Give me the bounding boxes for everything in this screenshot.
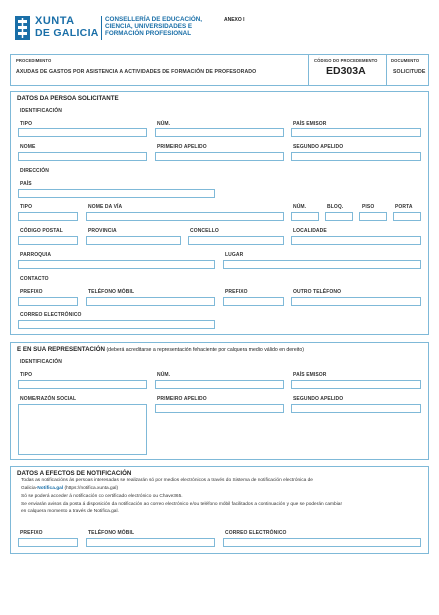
provincia-label: PROVINCIA <box>88 228 117 234</box>
rep-segundo-apelido-label: SEGUNDO APELIDO <box>293 396 344 402</box>
prefixo2-label: PREFIXO <box>225 289 248 295</box>
pais-emisor-field[interactable] <box>291 128 421 137</box>
pais-field[interactable] <box>18 189 215 198</box>
notification-line4: Se enviarán avisos da posta á disposición da notificación ao correo electrónico e/ou teléfono móbil facilitados a continuación y que se poderán cambiar <box>21 502 343 507</box>
notif-correo-label: CORREO ELECTRÓNICO <box>225 530 287 536</box>
localidade-field[interactable] <box>291 236 421 245</box>
notif-prefixo-label: PREFIXO <box>20 530 43 536</box>
codigo-postal-field[interactable] <box>18 236 78 245</box>
notification-line3: Só se poderá acceder á notificación co certificado electrónico ou Chave365. <box>21 494 183 499</box>
num-via-field[interactable] <box>291 212 319 221</box>
procedure-text: AXUDAS DE GASTOS POR ASISTENCIA A ACTIVIDADES DE FORMACIÓN DE PROFESORADO <box>16 69 257 75</box>
primeiro-apelido-label: PRIMEIRO APELIDO <box>157 144 207 150</box>
pais-label: PAÍS <box>20 181 32 187</box>
logo-line2: DE GALICIA <box>35 27 99 39</box>
porta-field[interactable] <box>393 212 421 221</box>
bloq-label: BLOQ. <box>327 204 344 210</box>
pais-emisor-label: PAÍS EMISOR <box>293 121 327 127</box>
procedure-code-label: CÓDIGO DO PROCEDEMENTO <box>314 58 378 63</box>
header-divider <box>101 16 102 40</box>
procedure-code: ED303A <box>326 65 366 77</box>
rep-tipo-label: TIPO <box>20 372 33 378</box>
segundo-apelido-field[interactable] <box>291 152 421 161</box>
num-label: NÚM. <box>157 121 171 127</box>
notification-line2: Galicia-Notifica.gal (https://notifica.xunta.gal) <box>21 486 119 491</box>
notif-correo-field[interactable] <box>223 538 421 547</box>
lugar-field[interactable] <box>223 260 421 269</box>
representative-note: (deberá acreditarse a representación fehaciente por calquera medio válido en dereito) <box>105 347 304 353</box>
piso-label: PISO <box>362 204 375 210</box>
telefono-movil-label: TELÉFONO MÓBIL <box>88 289 135 295</box>
tipo-field[interactable] <box>18 128 147 137</box>
xunta-logo <box>14 14 102 42</box>
document-label: DOCUMENTO <box>391 58 420 63</box>
xunta-emblem-icon <box>14 16 31 40</box>
segundo-apelido-label: SEGUNDO APELIDO <box>293 144 344 150</box>
notification-title: DATOS A EFECTOS DE NOTIFICACIÓN <box>17 470 132 477</box>
primeiro-apelido-field[interactable] <box>155 152 284 161</box>
notification-line1: Todas as notificacións ás persoas interesadas se realizarán só por medios electrónicos a través do Sistema de notificación electrónica de <box>21 478 313 483</box>
num-via-label: NÚM. <box>293 204 307 210</box>
parroquia-label: PARROQUIA <box>20 252 52 258</box>
rep-segundo-apelido-field[interactable] <box>291 404 421 413</box>
notif-telefono-field[interactable] <box>86 538 215 547</box>
provincia-field[interactable] <box>86 236 181 245</box>
identification-label: IDENTIFICACIÓN <box>20 108 62 114</box>
correo-field[interactable] <box>18 320 215 329</box>
rep-primeiro-apelido-field[interactable] <box>155 404 284 413</box>
tipo-via-label: TIPO <box>20 204 33 210</box>
rep-pais-emisor-label: PAÍS EMISOR <box>293 372 327 378</box>
num-field[interactable] <box>155 128 284 137</box>
rep-pais-emisor-field[interactable] <box>291 380 421 389</box>
codigo-postal-label: CÓDIGO POSTAL <box>20 228 63 234</box>
rep-identification-label: IDENTIFICACIÓN <box>20 359 62 365</box>
rep-num-label: NÚM. <box>157 372 171 378</box>
outro-telefono-label: OUTRO TELÉFONO <box>293 289 342 295</box>
outro-telefono-field[interactable] <box>291 297 421 306</box>
piso-field[interactable] <box>359 212 387 221</box>
localidade-label: LOCALIDADE <box>293 228 327 234</box>
direccion-label: DIRECCIÓN <box>20 168 49 174</box>
rep-nome-razon-label: NOME/RAZÓN SOCIAL <box>20 396 77 402</box>
representative-title: E EN SUA REPRESENTACIÓN (deberá acreditarse a representación fehaciente por calquera medio válido en dereito) <box>17 346 304 353</box>
nome-via-field[interactable] <box>86 212 284 221</box>
document-value: SOLICITUDE <box>393 69 426 75</box>
rep-tipo-field[interactable] <box>18 380 147 389</box>
correo-label: CORREO ELECTRÓNICO <box>20 312 82 318</box>
applicant-title: DATOS DA PERSOA SOLICITANTE <box>17 95 119 102</box>
nome-field[interactable] <box>18 152 147 161</box>
logo-line1: XUNTA <box>35 15 75 27</box>
notification-line5: en calquera momento a través de Notifica.gal. <box>21 509 119 514</box>
bloq-field[interactable] <box>325 212 353 221</box>
annex-label: ANEXO I <box>224 17 245 23</box>
concello-label: CONCELLO <box>190 228 219 234</box>
notif-telefono-label: TELÉFONO MÓBIL <box>88 530 135 536</box>
lugar-label: LUGAR <box>225 252 244 258</box>
rep-nome-razon-field[interactable] <box>18 404 147 455</box>
nome-via-label: NOME DA VÍA <box>88 204 123 210</box>
department-name: CONSELLERÍA DE EDUCACIÓN, CIENCIA, UNIVERSIDADES E FORMACIÓN PROFESIONAL <box>105 16 203 37</box>
porta-label: PORTA <box>395 204 413 210</box>
prefixo2-field[interactable] <box>223 297 284 306</box>
concello-field[interactable] <box>188 236 284 245</box>
prefixo-field[interactable] <box>18 297 78 306</box>
tipo-via-field[interactable] <box>18 212 78 221</box>
contacto-label: CONTACTO <box>20 276 49 282</box>
rep-num-field[interactable] <box>155 380 284 389</box>
notifica-link[interactable]: Notifica.gal <box>37 486 64 491</box>
telefono-movil-field[interactable] <box>86 297 215 306</box>
tipo-label: TIPO <box>20 121 33 127</box>
parroquia-field[interactable] <box>18 260 215 269</box>
procedure-label: PROCEDIMENTO <box>16 58 52 63</box>
rep-primeiro-apelido-label: PRIMEIRO APELIDO <box>157 396 207 402</box>
notif-prefixo-field[interactable] <box>18 538 78 547</box>
nome-label: NOME <box>20 144 36 150</box>
prefixo-label: PREFIXO <box>20 289 43 295</box>
